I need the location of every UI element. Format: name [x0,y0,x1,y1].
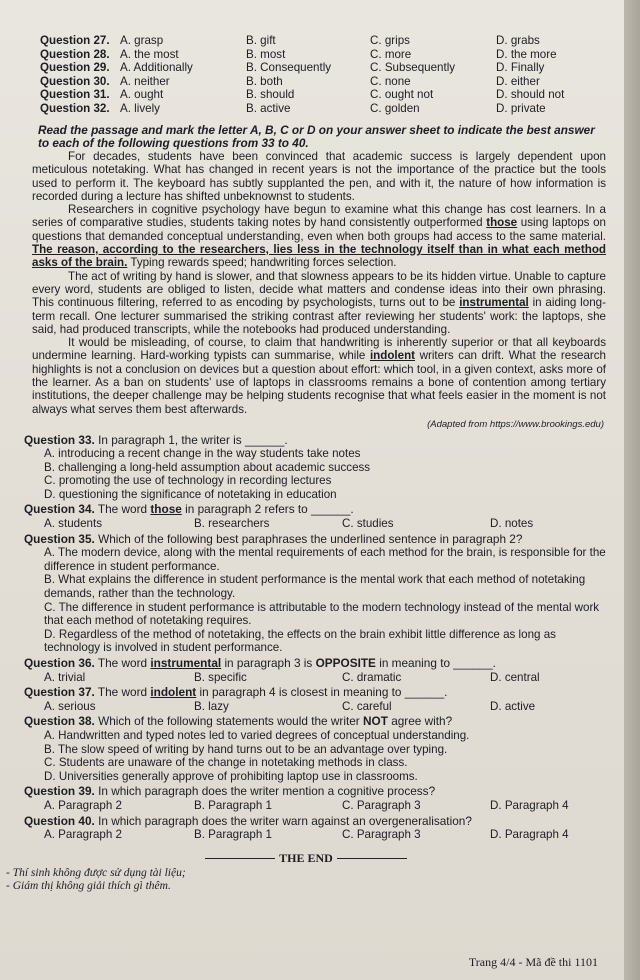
question-label: Question 28. [40,47,110,61]
answer-row-32 [6,102,606,116]
answer-row-29 [6,61,606,75]
option-b: B. most [246,47,286,61]
paragraph-text: The act of writing by hand is slower, and that slowness appears to be its hidden virtue. Unable to capture every word, students are obliged to listen, decide what matters and condense ideas into their own phrasing. This continuous filtering, referred to as encoding by psychologists, turns out to be [32,269,606,310]
option-b: B. gift [246,34,276,47]
underlined-sentence: The reason, according to the researchers, lies less in the technology itself than in what each method asks of the brain. [32,243,606,270]
question-label: Question 30. [40,74,110,88]
adjacent-page-edge [624,0,640,980]
option-d: D. Regardless of the method of notetaking, the effects on the brain exhibit little difference as long as technology is involved in student performance. [44,627,556,655]
question-37 [6,686,606,713]
highlighted-word-instrumental: instrumental [459,296,529,310]
options [24,799,606,813]
question-label: Question 31. [40,88,110,102]
reading-instruction: Read the passage and mark the letter A, B, C or D on your answer sheet to indicate the best answer to each of the following questions from 33 to 40. [38,122,595,150]
question-40 [6,815,606,842]
option-d: D. Finally [496,61,545,75]
option-c: C. dramatic [342,670,402,684]
passage-paragraph-1 [6,150,606,203]
option-c: C. more [370,47,412,61]
option-d: D. grabs [496,34,540,47]
options [24,671,606,685]
option-b: B. both [246,74,283,88]
option-a: A. lively [120,101,160,115]
option-c: C. none [370,74,411,88]
option-d: D. notes [490,517,534,531]
question-34 [6,503,606,530]
option-a: A. the most [120,47,179,61]
option-b: B. Paragraph 1 [194,798,272,812]
option-c: C. studies [342,517,394,531]
page-footer: Trang 4/4 - Mã đề thi 1101 [468,955,598,969]
paragraph-text: writers can drift. What the research highlights is not a conclusion on devices but a question about effort: which tool, in a given context, asks more of the learner. As a ban on students' use of laptops in classrooms remains a bone of contention among tertiary institutions, the deeper challenge may be helping students recognise that what feels easier in the moment is not always what serves them best afterwards. [32,349,606,416]
highlighted-word-those: those [486,216,518,230]
question-stem: Question 40. In which paragraph does the writer warn against an overgeneralisation? [24,813,472,828]
option-b: B. The slow speed of writing by hand turns out to be an advantage over typing. [44,742,448,756]
option-a: A. Handwritten and typed notes led to varied degrees of conceptual understanding. [44,728,470,742]
highlighted-word-indolent: indolent [369,349,416,363]
question-stem: Question 34. The word those in paragraph 2 refers to ______. [24,502,354,517]
question-label: Question 29. [40,61,110,75]
option-c: C. Subsequently [370,61,456,75]
option-c: C. grips [370,34,410,47]
question-stem: Question 38. Which of the following statements would the writer NOT agree with? [24,714,453,729]
answer-row-30 [6,75,606,89]
question-35 [6,533,606,655]
options [24,700,606,714]
options [24,517,606,531]
option-b: B. specific [194,670,247,684]
option-c: C. ought not [370,88,434,102]
option-a: A. ought [120,88,164,102]
paragraph-text: using laptops on questions that demanded conceptual understanding, even when both groups had access to the same material. [32,216,606,243]
option-a: A. introducing a recent change in the way students take notes [44,447,361,461]
option-b: B. Paragraph 1 [194,828,272,842]
answer-row-28 [6,48,606,62]
option-a: A. grasp [120,34,164,47]
paragraph-text: in aiding long-term recall. One lecturer summarised the striking contrast after reviewing her students' work: the laptops, she said, had produced transcripts, while the notebooks had produced understanding. [32,296,606,336]
option-a: A. Paragraph 2 [44,828,122,842]
option-c: C. Students are unaware of the change in notetaking methods in class. [44,756,408,770]
option-c: C. careful [342,699,392,713]
option-c: C. The difference in student performance is attributable to the modern technology instead of the mental work that each method of notetaking requires. [44,600,600,628]
note-no-explanation: - Giám thị không giải thích gì thêm. [6,880,171,893]
note-no-materials: - Thí sinh không được sử dụng tài liệu; [6,867,186,880]
option-b: B. active [246,101,291,115]
option-b: B. lazy [194,699,229,713]
question-stem: Question 35. Which of the following best paraphrases the underlined sentence in paragraph 2? [24,531,523,546]
option-d: D. active [490,699,536,713]
passage-paragraph-2 [6,203,606,269]
option-d: D. questioning the significance of notetaking in education [44,487,337,501]
option-b: B. What explains the difference in student performance is the mental work that each method of notetaking demands, rather than the technology. [44,573,586,601]
option-b: B. researchers [194,517,270,531]
paragraph-text: Researchers in cognitive psychology have begun to examine what this change has cost learners. In a series of comparative studies, students taking notes by hand consistently outperformed [32,203,606,230]
option-a: A. The modern device, along with the mental requirements of each method for the brain, is responsible for the difference in student performance. [44,546,606,573]
paragraph-text: Typing rewards speed; handwriting forces selection. [130,256,397,270]
option-d: D. Paragraph 4 [490,828,569,842]
question-stem: Question 36. The word instrumental in paragraph 3 is OPPOSITE in meaning to ______. [24,656,496,670]
passage-source: (Adapted from https://www.brookings.edu) [427,418,604,430]
option-d: D. Universities generally approve of prohibiting laptop use in classrooms. [44,769,418,783]
question-36 [6,657,606,684]
paragraph-text: For decades, students have been convinced that academic success is largely dependent upon meticulous notetaking. What has changed in recent years is not the importance of the practice but the tools used to perform it. The keyboard has subtly supplanted the pen, and with it, the nature of how information is recorded during a lecture has shifted unbeknownst to students. [32,149,606,203]
option-c: C. golden [370,101,420,115]
the-end-marker: THE END [6,852,606,866]
option-b: B. challenging a long-held assumption about academic success [44,460,371,474]
question-stem: Question 33. In paragraph 1, the writer is ______. [24,432,288,447]
question-stem: Question 39. In which paragraph does the writer mention a cognitive process? [24,784,436,799]
option-a: A. serious [44,699,96,713]
passage-paragraph-3 [6,270,606,336]
option-d: D. Paragraph 4 [490,798,569,812]
option-c: C. Paragraph 3 [342,828,421,842]
question-label: Question 32. [40,101,110,115]
option-d: D. private [496,101,546,115]
option-a: A. Additionally [120,61,193,75]
answer-row-27 [6,34,606,48]
paragraph-text: It would be misleading, of course, to claim that handwriting is inherently superior or that all keyboards undermine learning. Hard-working typists can summarise, while [32,336,606,363]
option-d: D. should not [496,88,565,102]
option-b: B. should [246,88,295,102]
option-a: A. trivial [44,670,86,684]
option-d: D. the more [496,47,557,61]
answer-row-31 [6,88,606,102]
passage-paragraph-4 [6,336,606,416]
option-a: A. students [44,517,103,531]
option-a: A. neither [120,74,170,88]
question-39 [6,785,606,812]
option-c: C. Paragraph 3 [342,798,421,812]
option-d: D. either [496,74,540,88]
exam-content [6,34,606,893]
option-b: B. Consequently [246,61,332,75]
question-stem: Question 37. The word indolent in paragraph 4 is closest in meaning to ______. [24,685,448,700]
question-label: Question 27. [40,34,110,47]
option-a: A. Paragraph 2 [44,798,122,812]
question-33 [6,434,606,502]
question-38 [6,715,606,783]
exam-notes [6,867,606,893]
option-d: D. central [490,670,540,684]
answer-rows [6,34,606,116]
options [24,828,606,842]
option-c: C. promoting the use of technology in recording lectures [44,474,332,488]
